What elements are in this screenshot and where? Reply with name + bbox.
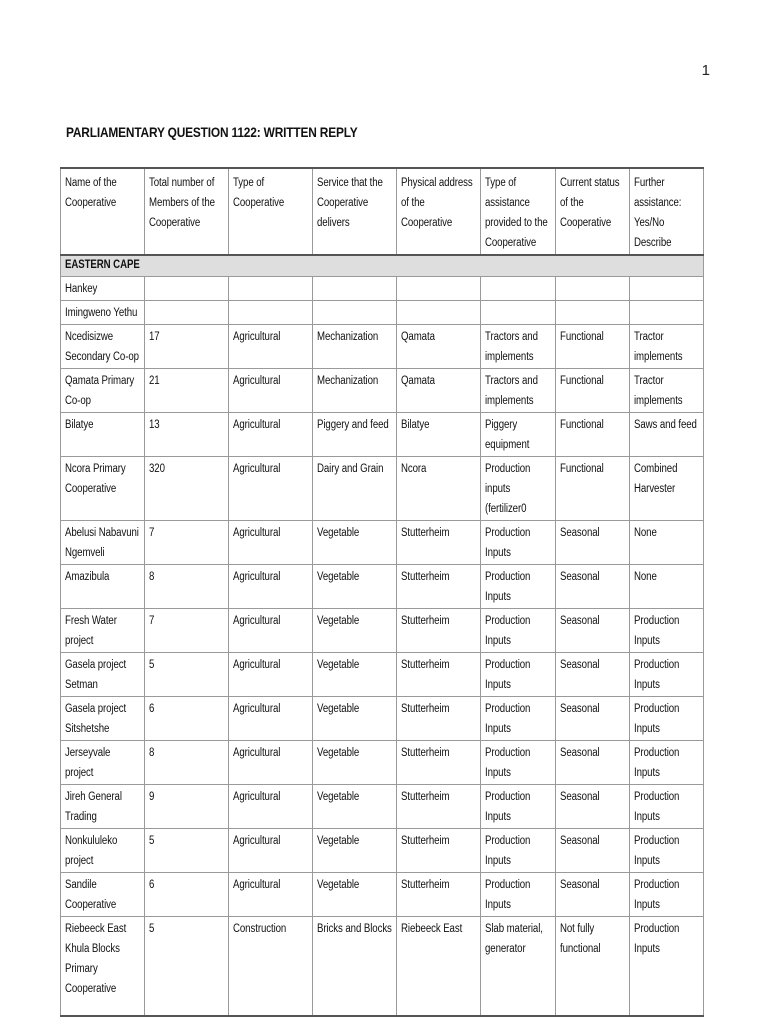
cell-cooperative-name: Nonkululeko project [61,829,145,873]
cell-status: Seasonal [556,873,630,917]
table-row [61,609,704,653]
cell-cooperative-type: Agricultural [229,829,313,873]
cell-address: Stutterheim [397,697,481,741]
cell-member-count: 17 [145,325,229,369]
cell-service: Vegetable [313,609,397,653]
cell-further-assistance: Combined Harvester [630,457,704,521]
cell-assistance [481,301,556,325]
cell-cooperative-type: Agricultural [229,457,313,521]
cell-service: Vegetable [313,565,397,609]
cell-member-count [145,301,229,325]
table-row [61,741,704,785]
cell-member-count: 21 [145,369,229,413]
cell-status: Functional [556,369,630,413]
cell-address: Qamata [397,325,481,369]
cell-service: Dairy and Grain [313,457,397,521]
cell-service: Piggery and feed [313,413,397,457]
cell-address: Stutterheim [397,653,481,697]
table-row [61,653,704,697]
cell-service: Vegetable [313,697,397,741]
cell-further-assistance: Production Inputs [630,829,704,873]
cell-cooperative-type: Agricultural [229,369,313,413]
cell-assistance: Piggery equipment [481,413,556,457]
cell-cooperative-type [229,301,313,325]
cell-service: Mechanization [313,325,397,369]
header-physical-address: Physical address of the Cooperative [397,168,481,255]
cell-address: Stutterheim [397,829,481,873]
cell-status: Seasonal [556,609,630,653]
cell-service: Vegetable [313,785,397,829]
region-label: EASTERN CAPE [61,255,704,277]
document-title: PARLIAMENTARY QUESTION 1122: WRITTEN REPLY [66,124,358,140]
cell-status: Seasonal [556,697,630,741]
cell-assistance: Production Inputs [481,697,556,741]
table-row [61,565,704,609]
cell-cooperative-name: Bilatye [61,413,145,457]
cooperatives-table [60,167,704,1017]
cell-address: Stutterheim [397,521,481,565]
cell-cooperative-type: Construction [229,917,313,1017]
cell-cooperative-name: Qamata Primary Co-op [61,369,145,413]
cell-cooperative-type: Agricultural [229,873,313,917]
cell-further-assistance: Production Inputs [630,609,704,653]
cell-assistance: Production Inputs [481,653,556,697]
header-cooperative-type: Type of Cooperative [229,168,313,255]
table-row [61,413,704,457]
cell-cooperative-name: Gasela project Setman [61,653,145,697]
cell-member-count: 13 [145,413,229,457]
cell-service: Vegetable [313,829,397,873]
cell-assistance: Production Inputs [481,565,556,609]
header-current-status: Current status of the Cooperative [556,168,630,255]
cell-status: Functional [556,325,630,369]
cell-cooperative-type: Agricultural [229,325,313,369]
cell-cooperative-name: Fresh Water project [61,609,145,653]
cell-assistance: Production Inputs [481,741,556,785]
cell-member-count [145,277,229,301]
cell-service [313,301,397,325]
cell-address [397,277,481,301]
cell-further-assistance: Production Inputs [630,785,704,829]
table-header-row [61,168,704,255]
cell-further-assistance: Production Inputs [630,697,704,741]
cell-address: Qamata [397,369,481,413]
cell-cooperative-name: Jerseyvale project [61,741,145,785]
cell-cooperative-name: Jireh General Trading [61,785,145,829]
cell-cooperative-name: Riebeeck East Khula Blocks Primary Cooperative [61,917,145,1017]
cell-service: Vegetable [313,653,397,697]
cell-member-count: 6 [145,697,229,741]
cell-service: Mechanization [313,369,397,413]
cell-cooperative-name: Hankey [61,277,145,301]
cell-member-count: 5 [145,829,229,873]
table-row [61,457,704,521]
cell-service: Vegetable [313,741,397,785]
cell-cooperative-type: Agricultural [229,609,313,653]
cell-address: Bilatye [397,413,481,457]
cell-further-assistance: Tractor implements [630,369,704,413]
cell-address [397,301,481,325]
cell-cooperative-name: Ncedisizwe Secondary Co-op [61,325,145,369]
cell-address: Stutterheim [397,785,481,829]
cell-status: Not fully functional [556,917,630,1017]
cell-cooperative-type: Agricultural [229,413,313,457]
cell-assistance: Production Inputs [481,873,556,917]
header-further-assistance: Further assistance: Yes/No Describe [630,168,704,255]
cell-member-count: 7 [145,609,229,653]
table-row [61,369,704,413]
cell-further-assistance: Saws and feed [630,413,704,457]
cell-further-assistance: None [630,565,704,609]
cell-cooperative-name: Abelusi Nabavuni Ngemveli [61,521,145,565]
cell-status [556,277,630,301]
cell-further-assistance: Production Inputs [630,741,704,785]
cell-cooperative-name: Sandile Cooperative [61,873,145,917]
cell-further-assistance: None [630,521,704,565]
cell-address: Stutterheim [397,873,481,917]
cell-address: Riebeeck East [397,917,481,1017]
cell-assistance: Production Inputs [481,785,556,829]
cell-status [556,301,630,325]
cell-cooperative-type [229,277,313,301]
cell-cooperative-type: Agricultural [229,785,313,829]
cell-cooperative-type: Agricultural [229,697,313,741]
cell-further-assistance: Production Inputs [630,873,704,917]
cell-address: Ncora [397,457,481,521]
cell-further-assistance: Tractor implements [630,325,704,369]
cell-status: Seasonal [556,565,630,609]
table-row [61,873,704,917]
table-row [61,521,704,565]
cell-address: Stutterheim [397,741,481,785]
cell-address: Stutterheim [397,565,481,609]
table-row [61,325,704,369]
cell-service: Vegetable [313,873,397,917]
header-total-members: Total number of Members of the Cooperative [145,168,229,255]
cell-status: Seasonal [556,741,630,785]
cell-assistance: Production Inputs [481,609,556,653]
cell-further-assistance: Production Inputs [630,653,704,697]
cell-address: Stutterheim [397,609,481,653]
cell-service [313,277,397,301]
cell-member-count: 8 [145,741,229,785]
cell-cooperative-type: Agricultural [229,653,313,697]
cell-member-count: 5 [145,653,229,697]
cell-member-count: 8 [145,565,229,609]
cell-cooperative-name: Amazibula [61,565,145,609]
cell-assistance: Slab material, generator [481,917,556,1017]
cell-further-assistance [630,277,704,301]
cell-assistance: Production inputs (fertilizer0 [481,457,556,521]
cell-cooperative-type: Agricultural [229,521,313,565]
cell-further-assistance [630,301,704,325]
cell-member-count: 9 [145,785,229,829]
cell-member-count: 5 [145,917,229,1017]
table-row [61,301,704,325]
cell-status: Functional [556,413,630,457]
cell-assistance [481,277,556,301]
cell-status: Seasonal [556,521,630,565]
cell-service: Bricks and Blocks [313,917,397,1017]
cell-assistance: Tractors and implements [481,325,556,369]
cell-cooperative-name: Gasela project Sitshetshe [61,697,145,741]
table-row [61,829,704,873]
cell-assistance: Tractors and implements [481,369,556,413]
cell-cooperative-name: Ncora Primary Cooperative [61,457,145,521]
cell-member-count: 7 [145,521,229,565]
cell-member-count: 320 [145,457,229,521]
cell-status: Functional [556,457,630,521]
page-number: 1 [701,62,710,79]
table-row [61,277,704,301]
cell-member-count: 6 [145,873,229,917]
cell-status: Seasonal [556,785,630,829]
region-row [61,255,704,277]
table-row [61,785,704,829]
cell-cooperative-type: Agricultural [229,741,313,785]
cell-further-assistance: Production Inputs [630,917,704,1017]
cell-service: Vegetable [313,521,397,565]
header-service-delivered: Service that the Cooperative delivers [313,168,397,255]
table-row [61,917,704,1017]
header-assistance-provided: Type of assistance provided to the Cooperative [481,168,556,255]
cell-status: Seasonal [556,829,630,873]
header-cooperative-name: Name of the Cooperative [61,168,145,255]
cell-cooperative-type: Agricultural [229,565,313,609]
table-row [61,697,704,741]
cell-assistance: Production Inputs [481,521,556,565]
cell-status: Seasonal [556,653,630,697]
cell-assistance: Production Inputs [481,829,556,873]
cell-cooperative-name: Imingweno Yethu [61,301,145,325]
